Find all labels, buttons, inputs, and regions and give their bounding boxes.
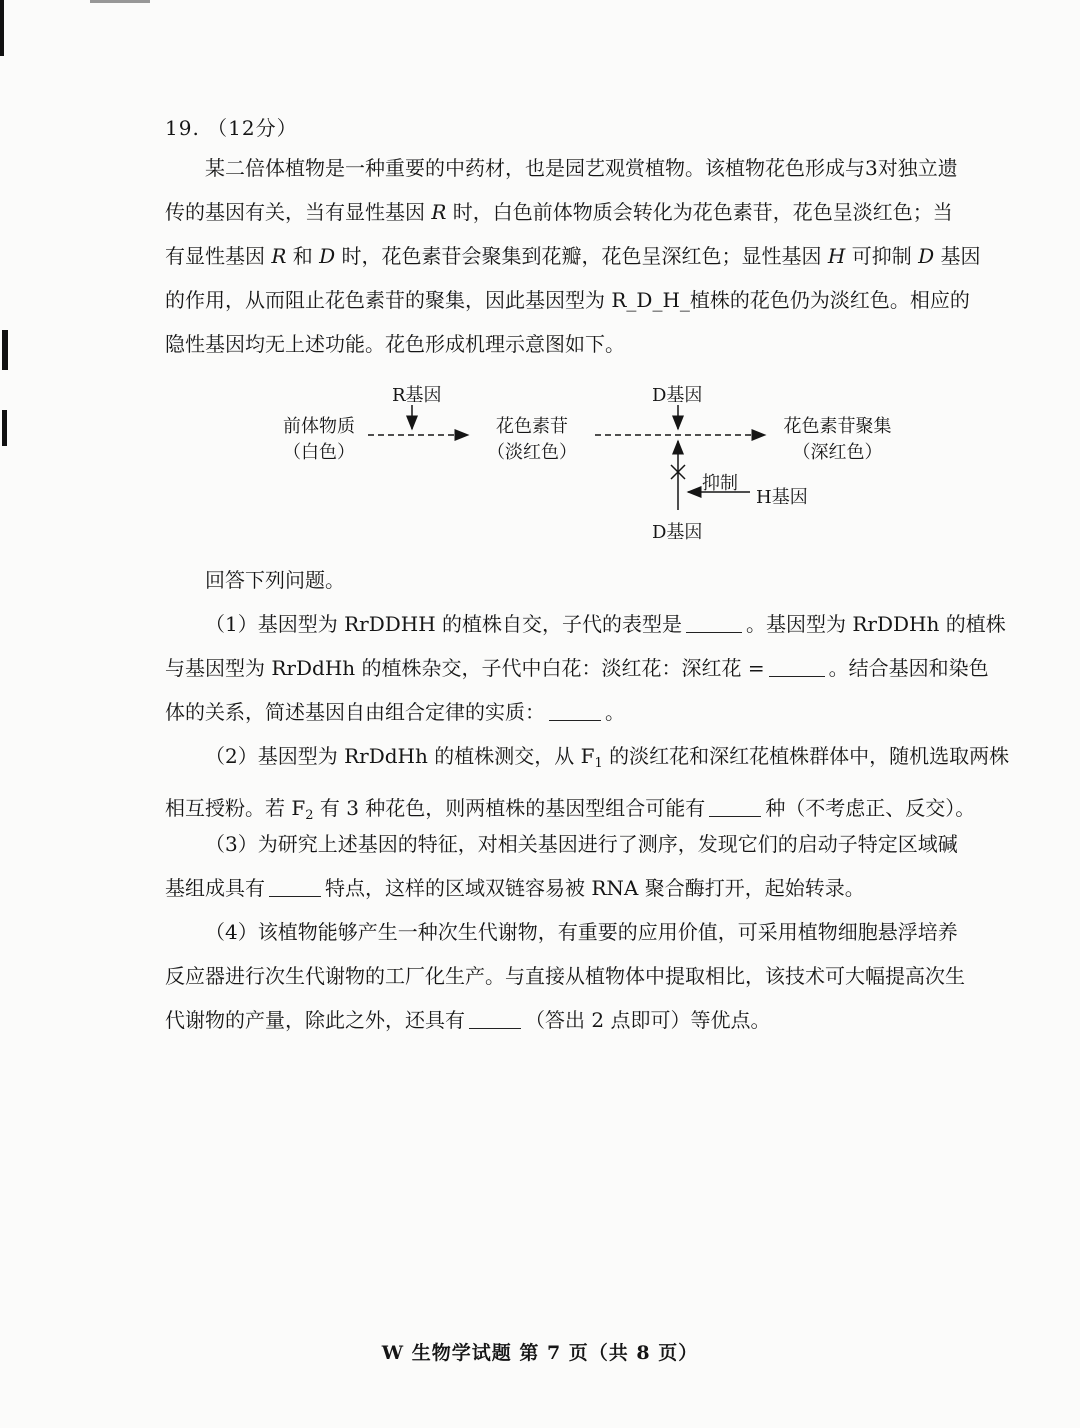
label-r-gene: R基因 (392, 385, 442, 406)
label-d-gene-top: D基因 (652, 385, 703, 406)
page-footer: W 生物学试题 第 7 页（共 8 页） (381, 1342, 699, 1364)
q2-line-1: （2）基因型为 RrDdHh 的植株测交，从 $F_1$ 的淡红花和深红花植株群体中，随机选取两株 (205, 744, 1010, 771)
question-intro (165, 146, 1013, 366)
sub-question-3 (165, 822, 1013, 910)
label-pigment: 花色素苷 （淡红色） (487, 416, 577, 463)
q1-line-2: 与基因型为 RrDdHh 的植株杂交，子代中白花：淡红花：深红花 = 。结合基因和染色 (165, 656, 989, 680)
q4-line-1: （4）该植物能够产生一种次生代谢物，有重要的应用价值，可采用植物细胞悬浮培养 (205, 920, 958, 944)
label-aggregate: 花色素苷聚集 （深红色） (783, 416, 892, 463)
label-precursor: 前体物质 （白色） (283, 416, 355, 463)
q4-line-3: 代谢物的产量，除此之外，还具有 （答出 2 点即可）等优点。 (165, 1008, 771, 1032)
question-number: 19. （12分） (165, 116, 298, 140)
q3-line-1: （3）为研究上述基因的特征，对相关基因进行了测序，发现它们的启动子特定区域碱 (205, 832, 958, 856)
intro-line-2: 传的基因有关，当有显性基因 R 时，白色前体物质会转化为花色素苷，花色呈淡红色；当 (165, 200, 953, 224)
answer-blank[interactable] (269, 878, 321, 897)
answer-blank[interactable] (709, 798, 761, 817)
intro-line-3: 有显性基因 R 和 D 时，花色素苷会聚集到花瓣，花色呈深红色；显性基因 H 可抑制 D 基因 (165, 244, 981, 268)
sub-question-4 (165, 910, 1013, 1042)
q1-line-3: 体的关系，简述基因自由组合定律的实质： 。 (165, 700, 625, 724)
q2-line-2: 相互授粉。若 $F_2$ 有 3 种花色，则两植株的基因型组合可能有 种（不考虑正、反交）。 (165, 796, 976, 823)
answer-prompt: 回答下列问题。 (205, 568, 345, 592)
intro-line-1: 某二倍体植物是一种重要的中药材，也是园艺观赏植物。该植物花色形成与3对独立遗 (205, 156, 958, 180)
label-inhibit: 抑制 (702, 473, 738, 494)
intro-line-5: 隐性基因均无上述功能。花色形成机理示意图如下。 (165, 332, 625, 356)
answer-blank[interactable] (769, 658, 825, 677)
intro-line-4: 的作用，从而阻止花色素苷的聚集，因此基因型为 R_D_H_植株的花色仍为淡红色。相应的 (165, 288, 970, 312)
answer-blank[interactable] (469, 1010, 521, 1029)
answer-blank[interactable] (686, 614, 742, 633)
q1-line-1: （1）基因型为 RrDDHH 的植株自交，子代的表型是 。基因型为 RrDDHh 的植株 (205, 612, 1006, 636)
q4-line-2: 反应器进行次生代谢物的工厂化生产。与直接从植物体中提取相比，该技术可大幅提高次生 (165, 964, 965, 988)
scan-edge-mark (2, 330, 8, 370)
answer-blank[interactable] (549, 702, 601, 721)
flower-color-mechanism-diagram (260, 375, 920, 550)
scan-edge-mark (0, 0, 4, 56)
scan-top-mark (90, 0, 150, 3)
label-d-gene-bottom: D基因 (652, 522, 703, 543)
scan-edge-mark (2, 410, 7, 446)
q3-line-2: 基组成具有 特点，这样的区域双链容易被 RNA 聚合酶打开，起始转录。 (165, 876, 865, 900)
sub-question-1 (165, 602, 1013, 734)
label-h-gene: H基因 (756, 487, 808, 508)
